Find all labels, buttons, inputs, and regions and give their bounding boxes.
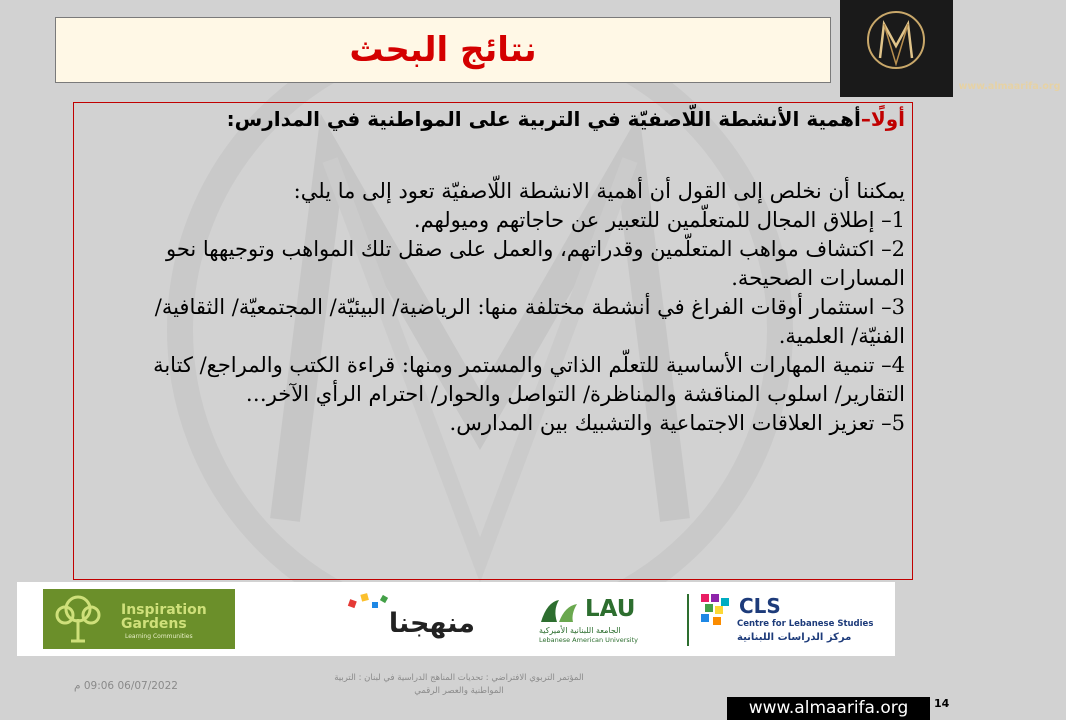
lau-emblem-icon [537, 596, 581, 626]
cls-blocks-icon [699, 592, 735, 628]
point-2: 2– اكتشاف مواهب المتعلّمين وقدراتهم، والعمل على صقل تلك المواهب وتوجيهها نحو المسارات الصحيحة. [165, 237, 905, 290]
section-heading [95, 105, 905, 134]
cls-acronym: CLS [739, 594, 781, 618]
manhajuna-word: منهجنا [388, 608, 475, 639]
inspiration-gardens-logo [43, 589, 235, 649]
heading-lead: أولًا– [860, 107, 905, 131]
spacer [95, 134, 905, 177]
lau-english: Lebanese American University [539, 636, 638, 644]
almaarifa-emblem-icon [840, 0, 953, 80]
point-1: 1– إطلاق المجال للمتعلّمين للتعبير عن حاجاتهم وميولهم. [413, 208, 905, 232]
footer-conference-title: المؤتمر التربوي الافتراضي : تحديات المناهج الدراسية في لبنان : التربية المواطنية والعصر الرقمي [334, 673, 584, 696]
point-3: 3– استثمار أوقات الفراغ في أنشطة مختلفة منها: الرياضية/ البيئيّة/ المجتمعيّة/ الثقافية/ الفنيّة/ العلمية. [154, 295, 905, 348]
footer-date: 06/07/2022 09:06 م [74, 680, 178, 692]
lau-arabic: الجامعة اللبنانية الأميركية [539, 626, 621, 635]
heading-rest: أهمية الأنشطة اللّاصفيّة في التربية على المواطنية في المدارس: [226, 107, 861, 131]
cls-full-name: Centre for Lebanese Studies [737, 619, 874, 629]
title-box [55, 17, 831, 83]
bottom-url-bar: www.almaarifa.org [727, 697, 930, 720]
logo-url-text: www.almaarifa.org [958, 81, 1061, 92]
partner-logos-strip [17, 582, 895, 656]
inspiration-line1: Inspiration [121, 602, 207, 618]
tree-icon [43, 589, 113, 649]
page-number: 14 [934, 697, 950, 710]
cls-arabic: مركز الدراسات اللبنانية [737, 632, 852, 643]
lau-name: LAU [585, 596, 636, 622]
manhajuna-logo [303, 588, 483, 648]
slide-title: نتائج البحث [349, 30, 537, 70]
point-4: 4– تنمية المهارات الأساسية للتعلّم الذاتي والمستمر ومنها: قراءة الكتب والمراجع/ كتابة التقارير/ اسلوب المناقشة والمناظرة/ التواصل والحوار/ احترام الرأي الآخر… [153, 353, 905, 406]
content-text [95, 105, 905, 438]
intro-text: يمكننا أن نخلص إلى القول أن أهمية الانشطة اللّاصفيّة تعود إلى ما يلي: [293, 179, 905, 203]
lau-logo [537, 596, 677, 646]
point-5: 5– تعزيز العلاقات الاجتماعية والتشبيك بين المدارس. [449, 411, 905, 435]
almaarifa-logo [840, 0, 1061, 97]
inspiration-line2: Gardens [121, 616, 187, 632]
inspiration-tagline: Learning Communities [125, 633, 193, 640]
cls-logo [699, 590, 889, 650]
logo-divider [687, 594, 689, 646]
